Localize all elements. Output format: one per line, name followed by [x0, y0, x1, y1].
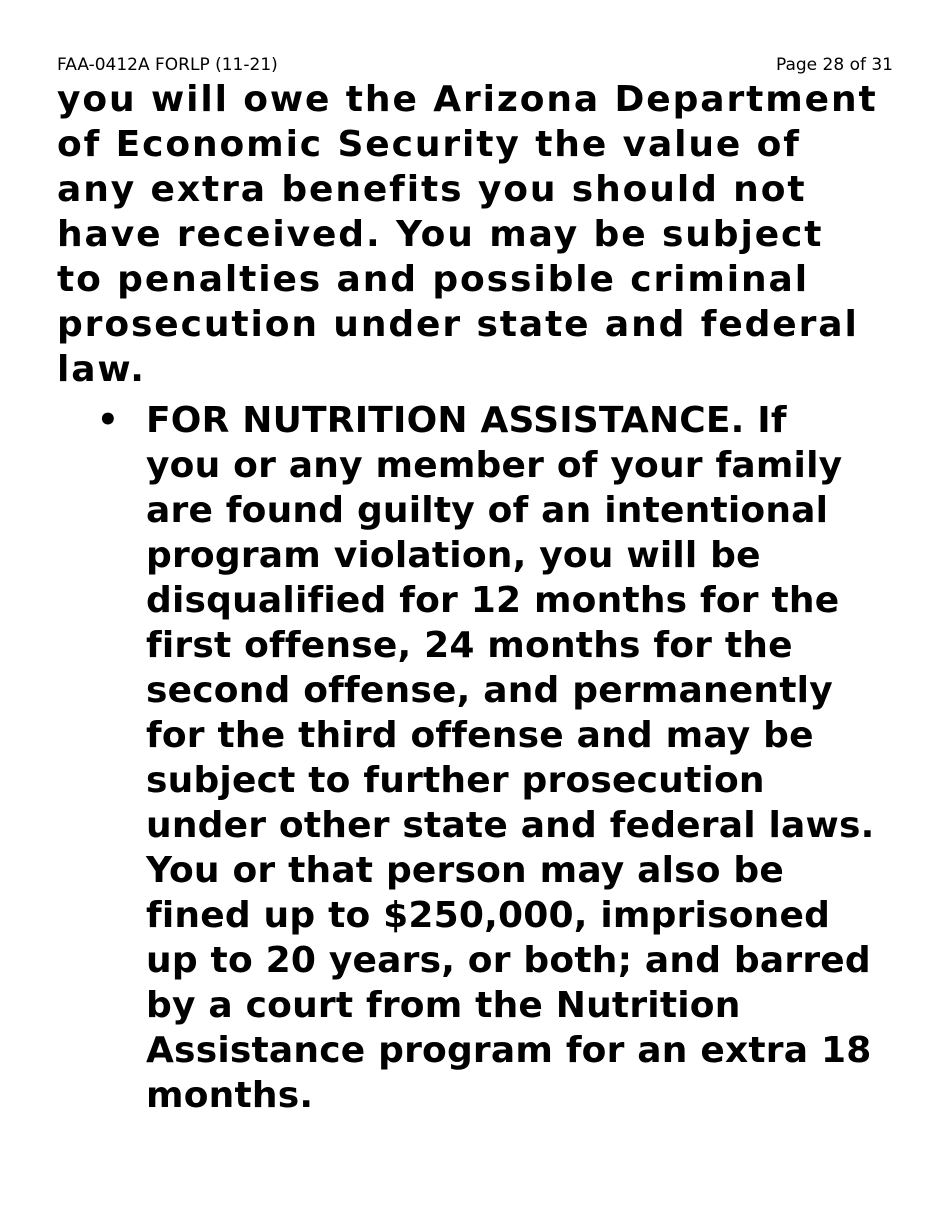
- bullet-line: FOR NUTRITION ASSISTANCE. If: [146, 400, 787, 441]
- bullet-text: [146, 398, 906, 1118]
- intro-line: law.: [57, 349, 146, 390]
- bullet-line: are found guilty of an intentional: [146, 490, 829, 531]
- bullet-line: fined up to $250,000, imprisoned: [146, 895, 831, 936]
- intro-line: prosecution under state and federal: [57, 304, 859, 345]
- bullet-line: up to 20 years, or both; and barred: [146, 940, 871, 981]
- intro-line: of Economic Security the value of: [57, 124, 801, 165]
- bullet-line: first offense, 24 months for the: [146, 625, 793, 666]
- bullet-line: months.: [146, 1075, 314, 1116]
- form-id: FAA-0412A FORLP (11-21): [57, 55, 278, 75]
- intro-line: have received. You may be subject: [57, 214, 824, 255]
- intro-line: to penalties and possible criminal: [57, 259, 809, 300]
- bullet-line: under other state and federal laws.: [146, 805, 875, 846]
- bullet-line: for the third offense and may be: [146, 715, 814, 756]
- bullet-marker: •: [97, 400, 119, 440]
- intro-line: you will owe the Arizona Department: [57, 79, 878, 120]
- bullet-line: Assistance program for an extra 18: [146, 1030, 872, 1071]
- bullet-line: second offense, and permanently: [146, 670, 833, 711]
- bullet-line: you or any member of your family: [146, 445, 843, 486]
- bullet-line: subject to further prosecution: [146, 760, 765, 801]
- bullet-line: program violation, you will be: [146, 535, 761, 576]
- intro-line: any extra benefits you should not: [57, 169, 807, 210]
- page-header: [57, 53, 893, 77]
- page-number: Page 28 of 31: [775, 55, 893, 75]
- bullet-line: by a court from the Nutrition: [146, 985, 741, 1026]
- intro-paragraph: [57, 77, 917, 392]
- bullet-line: disqualified for 12 months for the: [146, 580, 840, 621]
- bullet-line: You or that person may also be: [146, 850, 785, 891]
